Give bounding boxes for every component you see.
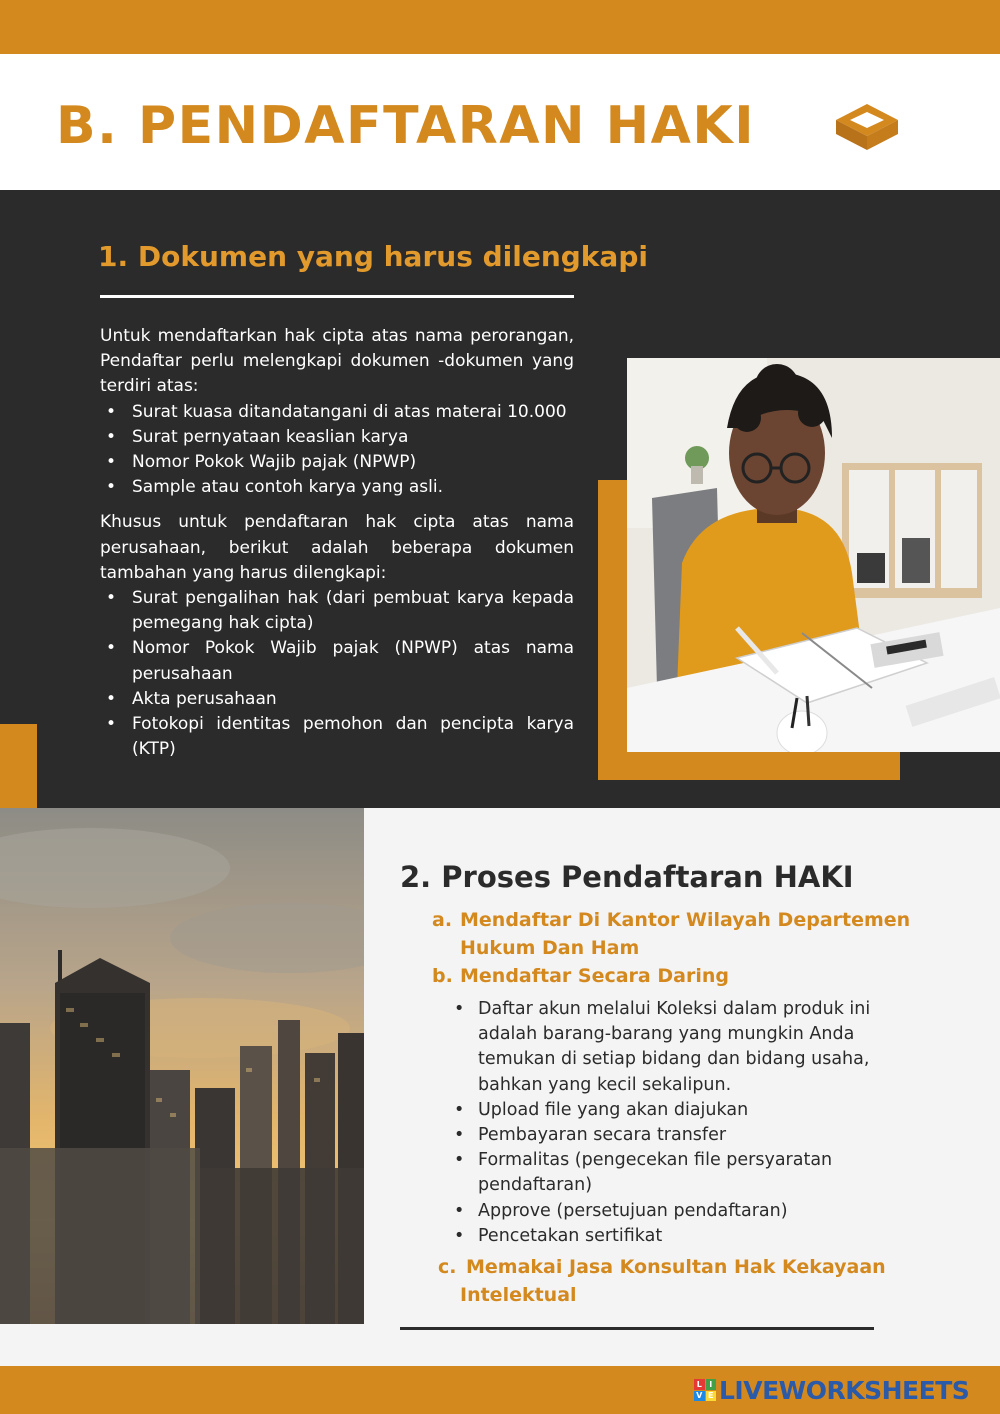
process-option-a: a. Mendaftar Di Kantor Wilayah Departemen Hukum Dan Ham — [432, 909, 911, 959]
list-item: • Nomor Pokok Wajib pajak (NPWP) — [106, 452, 417, 473]
woman-working-photo — [627, 358, 1000, 752]
left-accent-block — [0, 724, 37, 810]
page-title: B. PENDAFTARAN HAKI — [56, 96, 756, 156]
list-item: • Daftar akun melalui Koleksi dalam produk ini adalah barang-barang yang mungkin Anda temukan di setiap bidang dan bidang usaha, bahkan yang kecil sekalipun. — [454, 999, 871, 1095]
list-item: • Surat pengalihan hak (dari pembuat karya kepada pemegang hak cipta) — [106, 588, 574, 634]
list-item: • Upload file yang akan diajukan — [454, 1099, 749, 1120]
list-item: • Sample atau contoh karya yang asli. — [106, 477, 443, 498]
logo-text: LIVEWORKSHEETS — [719, 1375, 970, 1405]
personal-docs-list — [100, 400, 574, 501]
process-heading: 2. Proses Pendaftaran HAKI — [400, 860, 854, 894]
online-steps-list — [452, 997, 902, 1249]
list-item: • Pencetakan sertifikat — [454, 1225, 663, 1246]
list-item: • Nomor Pokok Wajib pajak (NPWP) atas nama perusahaan — [106, 638, 574, 684]
list-item: • Fotokopi identitas pemohon dan pencipta karya (KTP) — [106, 714, 574, 760]
company-intro: Khusus untuk pendaftaran hak cipta atas nama perusahaan, berikut adalah beberapa dokumen tambahan yang harus dilengkapi: — [100, 512, 574, 583]
list-item: • Pembayaran secara transfer — [454, 1125, 727, 1146]
personal-intro: Untuk mendaftarkan hak cipta atas nama perorangan, Pendaftar perlu melengkapi dokumen -dokumen yang terdiri atas: — [100, 326, 574, 397]
process-option-b: b. Mendaftar Secara Daring — [432, 965, 729, 987]
box-icon — [832, 100, 902, 152]
list-item: • Surat pernyataan keaslian karya — [106, 426, 409, 447]
company-docs-list — [100, 586, 574, 762]
city-skyline-photo — [0, 808, 364, 1324]
process-option-c: c. Memakai Jasa Konsultan Hak Kekayaan Intelektual — [438, 1256, 886, 1306]
list-item: • Akta perusahaan — [106, 688, 277, 709]
live-badge-icon: L I V E — [694, 1379, 716, 1401]
liveworksheets-logo[interactable] — [694, 1376, 969, 1404]
list-item: • Formalitas (pengecekan file persyaratan pendaftaran) — [454, 1150, 833, 1196]
documents-heading: 1. Dokumen yang harus dilengkapi — [98, 240, 648, 273]
documents-body — [100, 324, 574, 772]
list-item: • Approve (persetujuan pendaftaran) — [454, 1200, 788, 1221]
process-divider — [400, 1327, 874, 1330]
top-accent-bar — [0, 0, 1000, 54]
list-item: • Surat kuasa ditandatangani di atas materai 10.000 — [106, 401, 567, 422]
documents-divider — [100, 295, 574, 298]
